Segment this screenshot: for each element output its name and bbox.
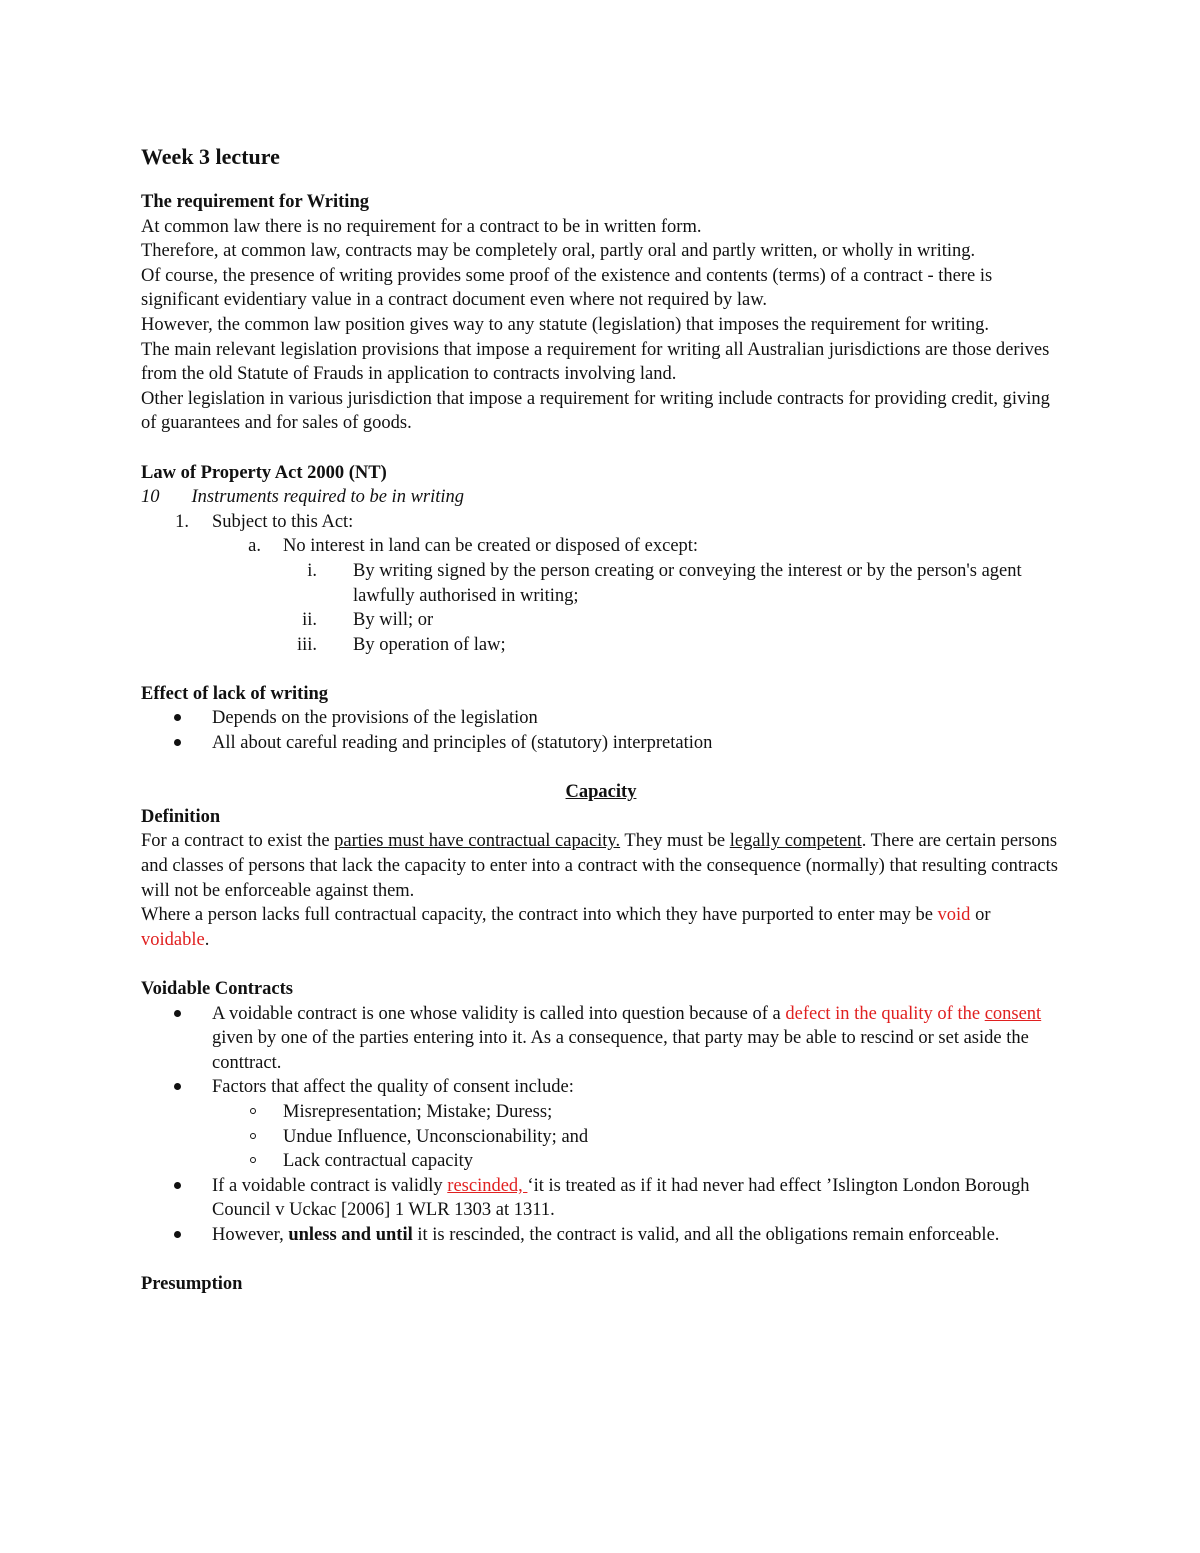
act-section-title-row [141,485,1061,510]
act-item-a [141,534,1061,559]
bullet-text: However, unless and until it is rescinded, the contract is valid, and all the obligations remain enforceable. [212,1224,1000,1245]
bullet-icon [174,1083,181,1090]
section-heading-effect: Effect of lack of writing [141,683,329,704]
bullet-item [141,1075,1061,1100]
bullet-item [141,1002,1061,1076]
act-section-title: Instruments required to be in writing [191,487,465,508]
paragraph: Of course, the presence of writing provides some proof of the existence and contents (terms) of a contract - there is significant evidentiary value in a contract document even where not required by law. [141,265,993,311]
bullet-item [141,1223,1061,1248]
section-heading-voidable: Voidable Contracts [141,979,293,999]
paragraph: At common law there is no requirement for a contract to be in written form. [141,216,702,237]
paragraph: The main relevant legislation provisions that impose a requirement for writing all Australian jurisdictions are those derives from the old Statute of Frauds in application to contracts involving land. [141,339,1050,385]
list-text: By writing signed by the person creating or conveying the interest or by the person's agent lawfully authorised in writing; [353,560,1022,606]
bullet-icon [174,1182,181,1189]
act-section-number: 10 [141,487,160,508]
paragraph-void-voidable: Where a person lacks full contractual capacity, the contract into which they have purported to enter may be void or voidable. [141,905,991,950]
bullet-text: If a voidable contract is validly rescinded, ‘it is treated as if it had never had effect ’Islington London Borough Council v Uckac [2006] 1 WLR 1303 at 1311. [212,1175,1030,1221]
section-heading-presumption: Presumption [141,1274,243,1295]
bullet-text: Factors that affect the quality of consent include: [212,1077,574,1098]
act-item-1 [141,510,1061,535]
paragraph: However, the common law position gives way to any statute (legislation) that imposes the requirement for writing. [141,314,990,335]
act-item-ii [141,608,1061,633]
paragraph-definition: For a contract to exist the parties must have contractual capacity. They must be legally competent. There are certain persons and classes of persons that lack the capacity to enter into a contract with the consequence (normally) that resulting contracts will not be enforceable against them. [141,831,1058,901]
bullet-item [141,706,1061,731]
sub-bullet-item [141,1125,1061,1150]
act-item-i [141,559,1061,608]
circle-bullet-icon [250,1157,256,1163]
bullet-icon [174,1231,181,1238]
list-roman: iii. [296,634,317,655]
list-text: By operation of law; [353,634,506,655]
sub-bullet-item [141,1100,1061,1125]
list-roman: ii. [302,610,317,631]
sub-bullet-text: Misrepresentation; Mistake; Duress; [283,1101,553,1122]
term-voidable: voidable [141,929,205,950]
bullet-item [141,1174,1061,1223]
list-text: By will; or [353,610,434,631]
subheading-definition: Definition [141,806,221,827]
bullet-text: A voidable contract is one whose validity is called into question because of a defect in the quality of the consent given by one of the parties entering into it. As a consequence, that party may be able to rescind or set aside the conttract. [212,1003,1042,1073]
section-heading-writing: The requirement for Writing [141,192,369,212]
paragraph: Therefore, at common law, contracts may be completely oral, partly oral and partly written, or wholly in writing. [141,241,976,262]
term-void: void [937,905,971,926]
list-letter: a. [248,536,261,557]
sub-bullet-item [141,1149,1061,1174]
list-number: 1. [175,511,189,532]
page-title: Week 3 lecture [141,144,280,169]
list-roman: i. [307,560,317,581]
paragraph: Other legislation in various jurisdiction that impose a requirement for writing include contracts for providing credit, giving of guarantees and for sales of goods. [141,388,1050,434]
bullet-text: All about careful reading and principles of (statutory) interpretation [212,733,713,754]
sub-bullet-text: Lack contractual capacity [283,1151,474,1172]
bullet-icon [174,739,181,746]
circle-bullet-icon [250,1108,256,1114]
list-text: Subject to this Act: [212,511,354,532]
sub-bullet-text: Undue Influence, Unconscionability; and [283,1126,589,1147]
bullet-item [141,731,1061,756]
section-heading-act: Law of Property Act 2000 (NT) [141,462,387,483]
bullet-icon [174,1010,181,1017]
bullet-text: Depends on the provisions of the legislation [212,708,538,729]
act-item-iii [141,633,1061,658]
circle-bullet-icon [250,1133,256,1139]
section-heading-capacity: Capacity [565,782,637,803]
document-page [141,140,1061,1297]
list-text: No interest in land can be created or disposed of except: [283,536,699,557]
bullet-icon [174,714,181,721]
